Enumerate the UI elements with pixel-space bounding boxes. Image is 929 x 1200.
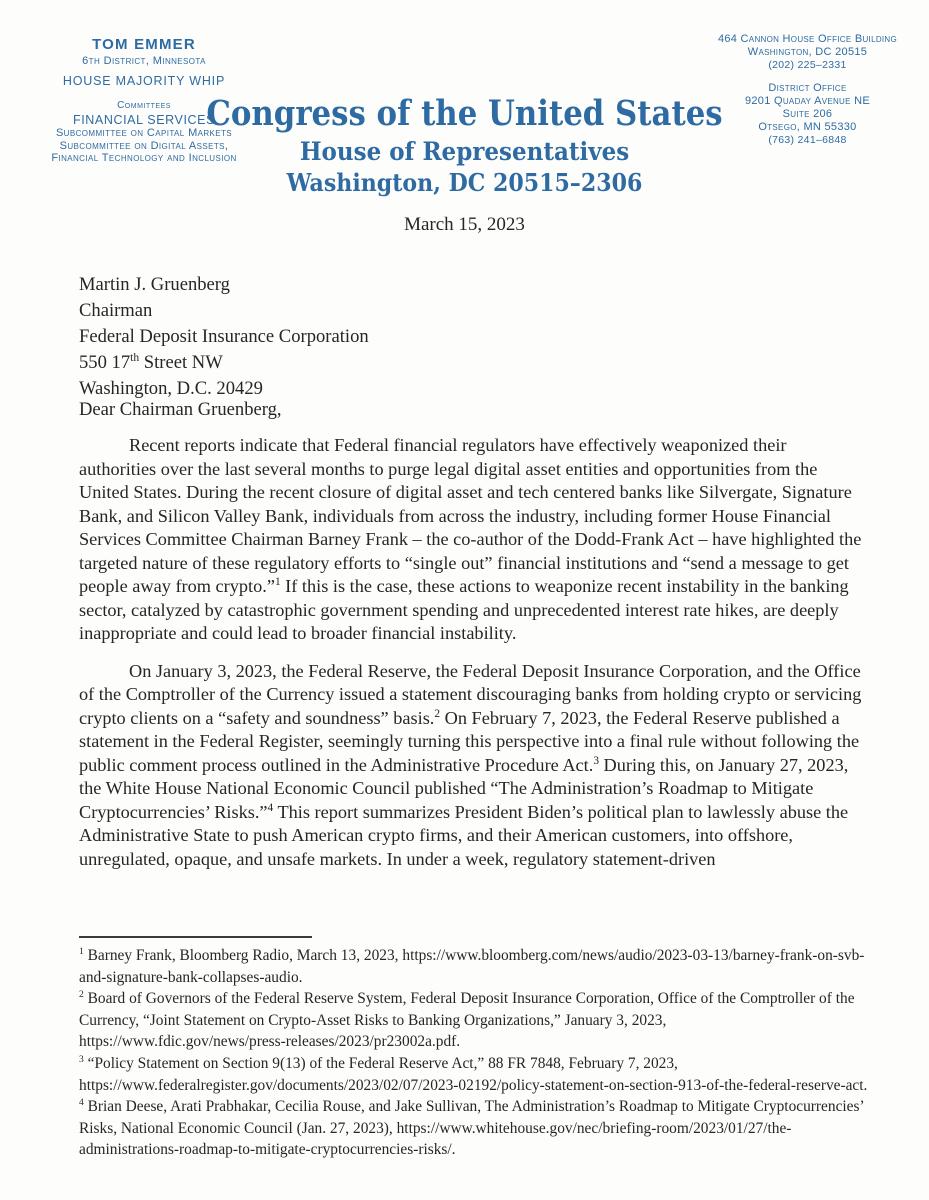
footnote-ref-1: 1 xyxy=(274,575,281,588)
paragraph-1: Recent reports indicate that Federal financial regulators have effectively weaponized their authorities over the last several months to purge legal digital asset entities and opportunities from the United States. During the recent closure of digital asset and tech centered banks like Silvergate, Signature Bank, and Silicon Valley Bank, individuals from across the industry, including former House Financial Services Committee Chairman Barney Frank – the co-author of the Dodd-Frank Act – have highlighted the targeted nature of these regulatory efforts to “single out” financial institutions and “send a message to get people away from crypto.”$^1$ If this is the case, these actions to weaponize recent instability in the banking sector, catalyzed by catastrophic government spending and unprecedented interest rate hikes, are deeply inappropriate and could lead to broader financial instability. xyxy=(79,435,862,643)
recipient-title: Chairman xyxy=(79,300,153,321)
member-district: 6th District, Minnesota xyxy=(82,55,206,67)
ordinal-suffix: th xyxy=(130,351,140,364)
footnote-ref-3: 3 xyxy=(593,754,599,767)
footnote-3: $^3$ “Policy Statement on Section 9(13) of the Federal Reserve Act,” 88 FR 7848, February 7, 2023, https://www.federalregister.gov/documents/2023/02/07/2023-02192/policy-statement-on-section-913-of-the-federal-reserve-act. xyxy=(79,1053,868,1094)
dc-office-address-line: Washington, DC 20515 xyxy=(747,46,868,58)
district-office-address-line: Suite 206 xyxy=(782,108,833,120)
footnote-marker: 3 xyxy=(79,1053,84,1065)
district-office-phone: (763) 241–6848 xyxy=(768,134,847,146)
letter-body xyxy=(79,434,867,871)
footnote-separator xyxy=(79,936,312,938)
spacer xyxy=(695,72,920,82)
recipient-street: 550 17th Street NW xyxy=(79,351,223,373)
subcommittee-line: Financial Technology and Inclusion xyxy=(51,152,237,164)
district-office-heading: District Office xyxy=(768,82,847,94)
salutation: Dear Chairman Gruenberg, xyxy=(79,399,282,420)
footnote-1: $^1$ Barney Frank, Bloomberg Radio, March 13, 2023, https://www.bloomberg.com/news/audio/2023-03-13/barney-frank-on-svb-and-signature-bank-collapses-audio. xyxy=(79,945,865,986)
paragraph-2: On January 3, 2023, the Federal Reserve, the Federal Deposit Insurance Corporation, and the Office of the Comptroller of the Currency issued a statement discouraging banks from holding crypto or servicing crypto clients on a “safety and soundness” basis.$^2$ On February 7, 2023, the Federal Reserve published a statement in the Federal Register, seemingly turning this perspective into a final rule without following the public comment process outlined in the Administrative Procedure Act.$^3$ During this, on January 27, 2023, the White House National Economic Council published “The Administration’s Roadmap to Mitigate Cryptocurrencies’ Risks.”$^4$ This report summarizes President Biden’s political plan to lawlessly abuse the Administrative State to push American crypto firms, and their American customers, into offshore, unregulated, opaque, and unsafe markets. In under a week, regulatory statement-driven xyxy=(79,660,862,869)
congress-title-line: Congress of the United States xyxy=(206,93,723,134)
footnote-2: $^2$ Board of Governors of the Federal Reserve System, Federal Deposit Insurance Corporation, Office of the Comptroller of the Currency, “Joint Statement on Crypto-Asset Risks to Banking Organizations,” January 3, 2023, https://www.fdic.gov/news/press-releases/2023/pr23002a.pdf. xyxy=(79,989,855,1051)
footnote-marker: 1 xyxy=(79,945,84,957)
district-office-address-line: 9201 Quaday Avenue NE xyxy=(744,95,871,107)
subcommittee-line: Subcommittee on Capital Markets xyxy=(55,127,233,139)
recipient-organization: Federal Deposit Insurance Corporation xyxy=(79,326,369,347)
footnote-marker: 2 xyxy=(79,989,84,1001)
recipient-name: Martin J. Gruenberg xyxy=(79,274,230,295)
dc-office-phone: (202) 225–2331 xyxy=(768,59,847,71)
letter-date: March 15, 2023 xyxy=(404,214,525,235)
member-title: HOUSE MAJORITY WHIP xyxy=(62,74,226,88)
house-title-line: House of Representatives xyxy=(299,137,630,166)
committee-name: FINANCIAL SERVICES xyxy=(72,113,216,127)
dc-office-address-line: 464 Cannon House Office Building xyxy=(717,33,898,45)
recipient-address xyxy=(79,272,369,402)
footnote-4: $^4$ Brian Deese, Arati Prabhakar, Cecilia Rouse, and Jake Sullivan, The Administration’s Roadmap to Mitigate Cryptocurrencies’ Risks, National Economic Council (Jan. 27, 2023), https://www.whitehouse.gov/nec/briefing-room/2023/01/27/the-administrations-roadmap-to-mitigate-cryptocurrencies-risks/. xyxy=(79,1097,864,1159)
recipient-city: Washington, D.C. 20429 xyxy=(79,378,263,399)
district-office-address-line: Otsego, MN 55330 xyxy=(758,121,857,133)
member-name: TOM EMMER xyxy=(92,36,196,53)
letterhead-offices-block xyxy=(695,33,920,147)
washington-title-line: Washington, DC 20515–2306 xyxy=(286,168,643,197)
committees-heading: Committees xyxy=(117,100,171,111)
footnote-ref-2: 2 xyxy=(434,707,441,720)
subcommittee-line: Subcommittee on Digital Assets, xyxy=(59,139,229,152)
footnote-marker: 4 xyxy=(79,1097,84,1109)
footnote-ref-4: 4 xyxy=(267,801,274,814)
footnotes xyxy=(79,945,871,1161)
